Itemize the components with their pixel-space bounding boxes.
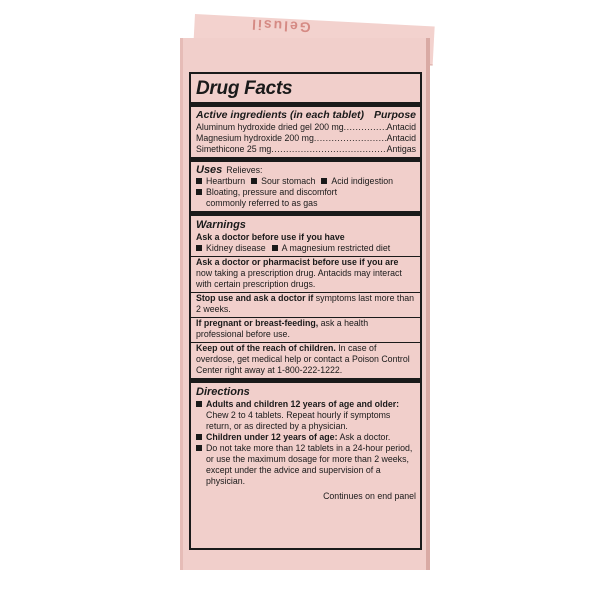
direction-adult-text: Chew 2 to 4 tablets. Repeat hourly if symptoms return, or as directed by a physician. <box>206 410 391 431</box>
ingredient-row <box>196 144 416 155</box>
use-item: Bloating, pressure and discomfort commonly referred to as gas <box>206 187 338 208</box>
bullet-icon <box>251 178 257 184</box>
bullet-icon <box>196 445 202 451</box>
direction-adult-bold: Adults and children 12 years of age and older: <box>206 399 400 409</box>
stop-use-text: symptoms last more than 2 weeks. <box>196 293 415 314</box>
use-item: Heartburn <box>206 176 246 186</box>
ingredient-purpose: Antacid <box>386 133 416 143</box>
active-ingredients-header <box>196 109 416 122</box>
ingredient-name: Magnesium hydroxide 200 mg <box>196 133 314 143</box>
children-text: In case of overdose, get medical help or contact a Poison Control Center right away at 1-800-222-1222. <box>196 343 410 375</box>
drug-facts-title: Drug Facts <box>196 78 293 99</box>
bullet-icon <box>196 434 202 440</box>
pregnancy-text: ask a health professional before use. <box>196 318 369 339</box>
pharmacist-warning <box>196 257 416 290</box>
divider <box>191 157 420 162</box>
flap-brand-text: Gelusil <box>249 16 312 36</box>
directions-list <box>196 399 416 487</box>
children-bold: Keep out of the reach of children. <box>196 343 336 353</box>
warning-item: Kidney disease <box>206 243 266 253</box>
ask-doctor-items <box>196 243 416 254</box>
direction-item <box>206 399 416 432</box>
ingredient-name: Simethicone 25 mg <box>196 144 272 154</box>
warning-item: A magnesium restricted diet <box>281 243 391 253</box>
uses-header-row <box>196 164 416 176</box>
stop-use-warning <box>196 293 416 315</box>
children-warning <box>196 343 416 376</box>
pharmacist-warning-bold: Ask a doctor or pharmacist before use if you are <box>196 257 399 267</box>
ask-doctor-label: Ask a doctor before use if you have <box>196 232 345 242</box>
uses-row-1 <box>196 176 416 187</box>
bullet-icon <box>196 178 202 184</box>
direction-item <box>206 432 390 443</box>
directions-header: Directions <box>196 386 250 398</box>
direction-child-bold: Children under 12 years of age: <box>206 432 338 442</box>
pregnancy-warning <box>196 318 416 340</box>
uses-header: Uses <box>196 164 223 176</box>
ingredient-row <box>196 133 416 144</box>
warnings-header: Warnings <box>196 219 246 231</box>
divider <box>191 211 420 216</box>
bullet-icon <box>321 178 327 184</box>
divider <box>191 378 420 383</box>
purpose-label: Purpose <box>373 109 416 121</box>
ingredient-purpose: Antacid <box>386 122 416 132</box>
bullet-icon <box>196 245 202 251</box>
pregnancy-bold: If pregnant or breast-feeding, <box>196 318 319 328</box>
bullet-icon <box>196 401 202 407</box>
active-ingredients-label: Active ingredients (in each tablet) <box>196 109 365 121</box>
direction-limit-text: Do not take more than 12 tablets in a 24-hour period, or use the maximum dosage for more than 2 weeks, except under the advice and supervision of a physician. <box>206 443 413 486</box>
leader-dots <box>314 133 387 144</box>
ingredient-name: Aluminum hydroxide dried gel 200 mg <box>196 122 344 132</box>
use-item: Sour stomach <box>261 176 316 186</box>
use-item: Acid indigestion <box>331 176 394 186</box>
direction-child-text: Ask a doctor. <box>337 432 391 442</box>
uses-row-2 <box>196 187 416 209</box>
pharmacist-warning-text: now taking a prescription drug. Antacids may interact with certain prescription drugs. <box>196 268 402 289</box>
continues-note: Continues on end panel <box>323 491 416 501</box>
leader-dots <box>344 122 387 133</box>
ingredient-purpose: Antigas <box>386 144 416 154</box>
drug-facts-panel <box>189 72 422 550</box>
divider <box>191 102 420 107</box>
ingredient-row <box>196 122 416 133</box>
stop-use-bold: Stop use and ask a doctor if <box>196 293 314 303</box>
bullet-icon <box>272 245 278 251</box>
leader-dots <box>271 144 386 155</box>
bullet-icon <box>196 189 202 195</box>
uses-intro: Relieves: <box>226 165 263 175</box>
